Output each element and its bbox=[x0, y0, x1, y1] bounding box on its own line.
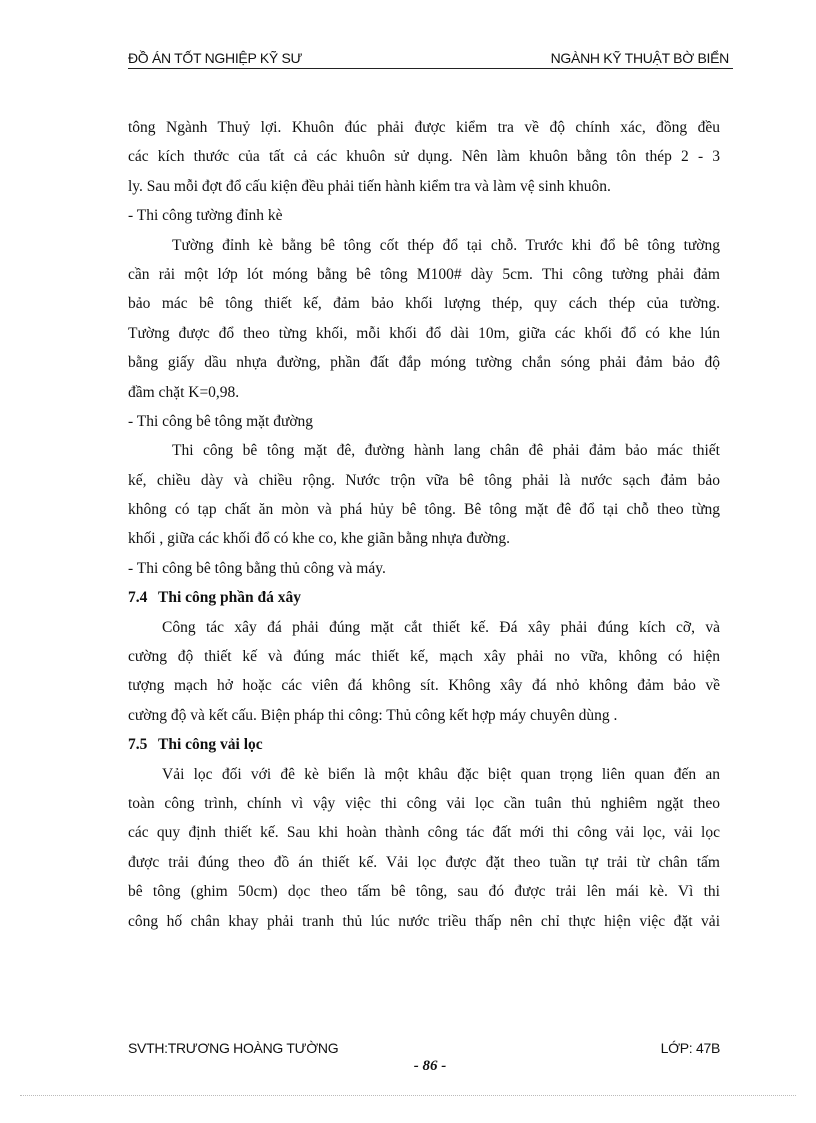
text-line: cường độ thiết kế và đúng mác thiết kế, mạch xây phải no vữa, không có hiện bbox=[128, 648, 720, 666]
header-left-title: ĐỒ ÁN TỐT NGHIỆP KỸ SƯ bbox=[128, 50, 303, 66]
header-right-title: NGÀNH KỸ THUẬT BỜ BIỂN bbox=[550, 50, 729, 66]
text-line: công hố chân khay phải tranh thủ lúc nước triều thấp nên chỉ thực hiện việc đặt vải bbox=[128, 912, 720, 930]
text-line: các quy định thiết kế. Sau khi hoàn thành công tác đất mới thi công vải lọc, vải lọc bbox=[128, 824, 720, 842]
footer-student-name: SVTH:TRƯƠNG HOÀNG TƯỜNG bbox=[128, 1040, 339, 1056]
page-number: - 86 - bbox=[413, 1058, 447, 1074]
page-bottom-divider bbox=[20, 1095, 796, 1096]
text-line: cần rải một lớp lót móng bằng bê tông M100# dày 5cm. Thi công tường phải đảm bbox=[128, 265, 720, 283]
text-line: không có tạp chất ăn mòn và phá hủy bê tông. Bê tông mặt đê đổ tại chỗ theo từng bbox=[128, 501, 720, 519]
section-number: 7.5 bbox=[128, 736, 148, 754]
text-line: bằng giấy dầu nhựa đường, phần đất đắp móng tường chắn sóng phải đảm bảo độ bbox=[128, 354, 720, 372]
text-line: - Thi công bê tông bằng thủ công và máy. bbox=[128, 559, 386, 577]
text-line: bảo mác bê tông thiết kế, đảm bảo khối lượng thép, quy cách thép của tường. bbox=[128, 295, 720, 313]
text-line: - Thi công tường đỉnh kè bbox=[128, 207, 283, 225]
page-footer bbox=[128, 1040, 720, 1060]
section-title: Thi công phần đá xây bbox=[158, 589, 301, 607]
text-line: bê tông (ghim 50cm) dọc theo tấm bê tông, sau đó được trải lên mái kè. Vì thi bbox=[128, 883, 720, 901]
text-line: ly. Sau mỗi đợt đổ cấu kiện đều phải tiến hành kiểm tra và làm vệ sinh khuôn. bbox=[128, 177, 611, 195]
section-heading bbox=[128, 730, 720, 759]
text-line: kế, chiều dày và chiều rộng. Nước trộn vữa bê tông phải là nước sạch đảm bảo bbox=[128, 471, 720, 489]
text-line: Tường đỉnh kè bằng bê tông cốt thép đổ tại chỗ. Trước khi đổ bê tông tường bbox=[172, 236, 720, 254]
text-line: Thi công bê tông mặt đê, đường hành lang chân đê phải đảm bảo mác thiết bbox=[172, 442, 720, 460]
text-line: khối , giữa các khối đổ có khe co, khe giãn bằng nhựa đường. bbox=[128, 530, 511, 548]
text-line: đầm chặt K=0,98. bbox=[128, 383, 240, 401]
section-number: 7.4 bbox=[128, 589, 148, 607]
text-line: Vải lọc đối với đê kè biển là một khâu đặc biệt quan trọng liên quan đến an bbox=[162, 765, 720, 783]
text-line: cường độ và kết cấu. Biện pháp thi công: Thủ công kết hợp máy chuyên dùng . bbox=[128, 706, 618, 724]
text-line: Tường được đổ theo từng khối, mỗi khối đổ dài 10m, giữa các khối đổ có khe lún bbox=[128, 324, 720, 342]
text-line: các kích thước của tất cả các khuôn sử dụng. Nên làm khuôn bằng tôn thép 2 - 3 bbox=[128, 148, 720, 166]
text-line: toàn công trình, chính vì vậy việc thi công vải lọc cần tuân thủ nghiêm ngặt theo bbox=[128, 794, 720, 812]
section-heading bbox=[128, 583, 720, 612]
text-line: Công tác xây đá phải đúng mặt cắt thiết kế. Đá xây phải đúng kích cỡ, và bbox=[162, 618, 720, 636]
text-line: tông Ngành Thuỷ lợi. Khuôn đúc phải được kiểm tra về độ chính xác, đồng đều bbox=[128, 119, 720, 136]
text-line: tượng mạch hở hoặc các viên đá không sít. Không xây đá nhỏ không đảm bảo về bbox=[128, 677, 720, 695]
document-body bbox=[128, 113, 720, 936]
section-title: Thi công vải lọc bbox=[158, 736, 263, 754]
page-header bbox=[128, 46, 733, 69]
text-line: - Thi công bê tông mặt đường bbox=[128, 412, 314, 430]
footer-class: LỚP: 47B bbox=[660, 1040, 720, 1056]
text-line: được trải đúng theo đồ án thiết kế. Vải lọc được đặt theo tuần tự trải từ chân tấm bbox=[128, 853, 720, 871]
